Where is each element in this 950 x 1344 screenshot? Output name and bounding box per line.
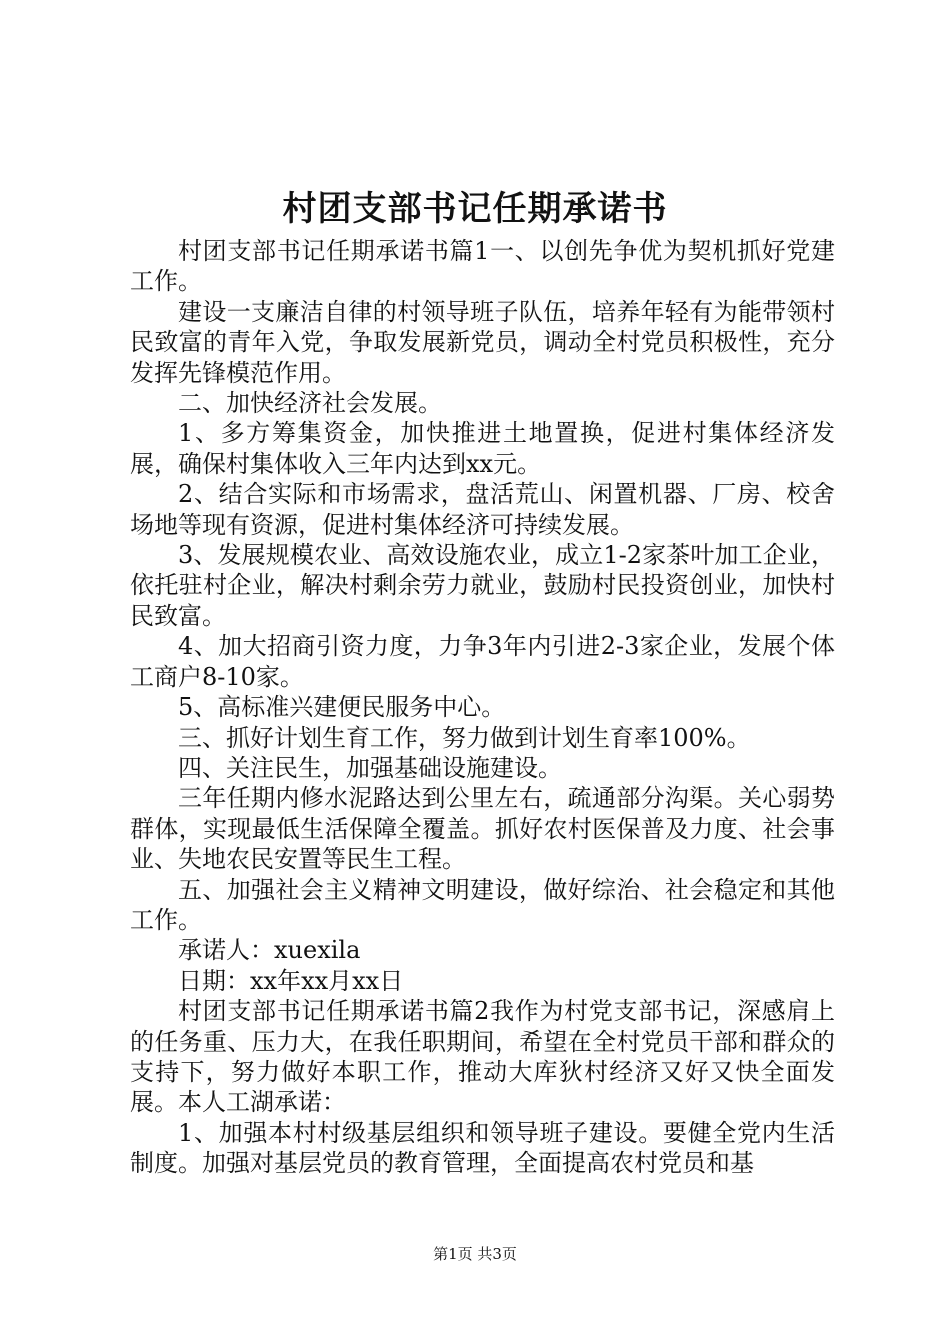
paragraph: 2、结合实际和市场需求，盘活荒山、闲置机器、厂房、校舍场地等现有资源，促进村集体经济可持续发展。 (130, 480, 835, 539)
date-line: 日期：xx年xx月xx日 (178, 966, 404, 995)
signatory-line: 承诺人：xuexila (178, 936, 361, 965)
paragraph: 1、多方筹集资金，加快推进土地置换，促进村集体经济发展，确保村集体收入三年内达到xx元。 (130, 419, 835, 478)
paragraph: 村团支部书记任期承诺书篇1一、以创先争优为契机抓好党建工作。 (130, 237, 835, 296)
page-footer: 第1页 共3页 (433, 1245, 517, 1263)
paragraph: 四、关注民生，加强基础设施建设。 (178, 753, 562, 782)
document-body (130, 236, 835, 1179)
paragraph: 二、加快经济社会发展。 (178, 389, 442, 418)
paragraph: 1、加强本村村级基层组织和领导班子建设。要健全党内生活制度。加强对基层党员的教育管理，全面提高农村党员和基 (130, 1118, 835, 1178)
paragraph: 4、加大招商引资力度，力争3年内引进2-3家企业，发展个体工商户8-10家。 (130, 632, 835, 691)
paragraph: 村团支部书记任期承诺书篇2我作为村党支部书记，深感肩上的任务重、压力大，在我任职期间，希望在全村党员干部和群众的支持下，努力做好本职工作，推动大库狄村经济又好又快全面发展。本人工湖承诺： (130, 997, 835, 1117)
document-title: 村团支部书记任期承诺书 (282, 189, 668, 229)
paragraph: 三年任期内修水泥路达到公里左右，疏通部分沟渠。关心弱势群体，实现最低生活保障全覆盖。抓好农村医保普及力度、社会事业、失地农民安置等民生工程。 (130, 784, 835, 874)
paragraph: 5、高标准兴建便民服务中心。 (178, 693, 506, 722)
paragraph: 五、加强社会主义精神文明建设，做好综治、社会稳定和其他工作。 (130, 875, 835, 934)
paragraph: 三、抓好计划生育工作，努力做到计划生育率100%。 (178, 723, 751, 752)
paragraph: 建设一支廉洁自律的村领导班子队伍，培养年轻有为能带领村民致富的青年入党，争取发展新党员，调动全村党员积极性，充分发挥先锋模范作用。 (130, 297, 835, 387)
paragraph: 3、发展规模农业、高效设施农业，成立1-2家茶叶加工企业，依托驻村企业，解决村剩余劳力就业，鼓励村民投资创业，加快村民致富。 (130, 541, 835, 630)
